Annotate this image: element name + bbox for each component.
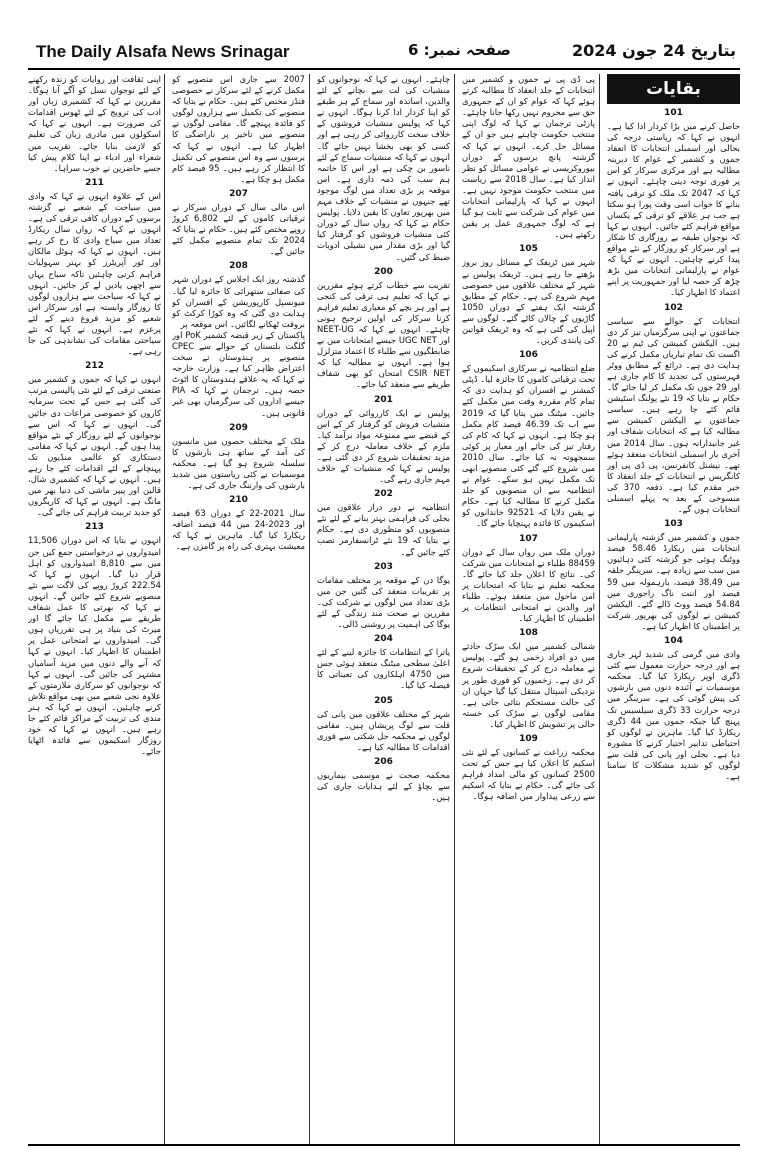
story-number: 210 <box>229 495 248 506</box>
article-text: چاہئے۔ انہوں نے کہا کہ نوجوانوں کو منشیات کی لت سے بچانے کے لئے والدین، اساتذہ اور سماج کے ہر طبقے کو اپنا کردار ادا کرنا ہوگا۔ انہوں نے کہا کہ پولیس منشیات فروشوں کے خلاف سخت کارروائی کر رہی ہے اور کسی کو بھی بخشا نہیں جائے گا۔ انہوں نے کہا کہ منشیات سماج کے لئے ناسور بن چکی ہے اور اس کا خاتمہ ہم سب کی ذمہ داری ہے۔ اس موقعہ پر بڑی تعداد میں لوگ موجود تھے جنہوں نے منشیات کے خلاف مہم میں بھرپور تعاون کا یقین دلایا۔ پولیس حکام نے کہا کہ رواں سال کے دوران کئی منشیات فروشوں کو گرفتار کیا گیا اور بڑی مقدار میں نشیلی ادویات ضبط کی گئیں۔ <box>317 74 450 262</box>
column-divider <box>309 74 310 1144</box>
story-number: 204 <box>374 634 393 645</box>
article-text: حاصل کرنے میں بڑا کردار ادا کیا ہے۔ انہوں نے کہا کہ ریاستی درجہ کی بحالی اور اسمبلی انتخابات کا انعقاد جموں و کشمیر کے عوام کا دیرینہ مطالبہ ہے اور مرکزی سرکار کو اس پر فوری توجہ دینی چاہئے۔ انہوں نے کہا کہ 2047 تک ملک کو ترقی یافتہ بنانے کا خواب اسی وقت پورا ہو سکتا ہے جب ہر علاقے کو ترقی کے یکساں مواقع فراہم کئے جائیں۔ انہوں نے کہا کہ نوجوان طبقہ بے روزگاری کا شکار ہے اور سرکار کو روزگار کے نئے مواقع پیدا کرنے چاہئیں۔ انہوں نے کہا کہ عوام نے پارلیمانی انتخابات میں بڑھ چڑھ کر حصہ لیا اور جمہوریت پر اپنے اعتماد کا اظہار کیا۔ <box>607 121 740 298</box>
story-number: 205 <box>374 695 393 706</box>
article-text: انہوں نے کہا کہ جموں و کشمیر میں صنعتی ترقی کے لئے نئی پالیسی مرتب کی گئی ہے جس کے تحت سرمایہ کاروں کو خصوصی مراعات دی جائیں گی۔ انہوں نے کہا کہ اس سے نوجوانوں کے لئے روزگار کے نئے مواقع پیدا ہوں گے۔ انہوں نے کہا کہ مقامی دستکاری کو عالمی منڈیوں تک پہنچانے کے لئے اقدامات کئے جا رہے ہیں۔ انہوں نے کہا کہ کشمیری شال، قالین اور پیپر ماشی کی دنیا بھر میں مانگ ہے۔ انہوں نے کہا کہ کاریگروں کو جدید تربیت فراہم کی جائے گی۔ <box>28 374 161 518</box>
article-text: ملک کے مختلف حصوں میں مانسون کی آمد کے ساتھ ہی بارشوں کا سلسلہ شروع ہو گیا ہے۔ محکمہ موسمیات نے کئی ریاستوں میں شدید بارشوں کی وارننگ جاری کی ہے۔ <box>172 435 305 490</box>
column-divider <box>599 74 600 1144</box>
story-number: 107 <box>519 533 538 544</box>
story-number: 201 <box>374 394 393 405</box>
story-number: 208 <box>229 261 248 272</box>
article-text: شہر کے مختلف علاقوں میں پانی کی قلت سے لوگ پریشان ہیں۔ مقامی لوگوں نے محکمہ جل شکتی سے فوری اقدامات کا مطالبہ کیا ہے۔ <box>317 708 450 752</box>
story-number: 202 <box>374 489 393 500</box>
story-number: 104 <box>664 636 683 647</box>
story-number: 103 <box>664 519 683 530</box>
column-5 <box>28 74 161 1144</box>
story-number: 106 <box>519 350 538 361</box>
section-title: بقایات <box>607 74 740 104</box>
column-4 <box>172 74 305 1144</box>
article-text: پولیس نے ایک کارروائی کے دوران منشیات فروش کو گرفتار کر کے اس کے قبضے سے ممنوعہ مواد برآمد کیا۔ ملزم کے خلاف معاملہ درج کر کے مزید تحقیقات شروع کر دی گئی ہے۔ پولیس نے کہا کہ منشیات کے خلاف مہم جاری رہے گی۔ <box>317 407 450 485</box>
story-number: 101 <box>664 108 683 118</box>
story-number: 102 <box>664 302 683 313</box>
article-text: یاترا کے انتظامات کا جائزہ لینے کے لئے اعلیٰ سطحی میٹنگ منعقد ہوئی جس میں 4750 اہلکاروں کی تعیناتی کا فیصلہ کیا گیا۔ <box>317 647 450 691</box>
page-number: صفحہ نمبر: 6 <box>408 41 511 59</box>
footer-rule <box>28 1144 740 1146</box>
column-area <box>28 74 740 1144</box>
article-text: شمالی کشمیر میں ایک سڑک حادثے میں دو افراد زخمی ہو گئے۔ پولیس نے معاملہ درج کر کے تحقیقات شروع کر دی ہے۔ زخمیوں کو فوری طور پر نزدیکی اسپتال منتقل کیا گیا جہاں ان کی حالت مستحکم بتائی جاتی ہے۔ مقامی لوگوں نے سڑک کی خستہ حالی پر تشویش کا اظہار کیا۔ <box>462 641 595 729</box>
article-text: انہوں نے بتایا کہ اس دوران 11,506 امیدواروں نے درخواستیں جمع کیں جن میں سے 8,810 امیدواروں کو اہل قرار دیا گیا۔ انہوں نے کہا کہ 222.54 کروڑ روپے کی لاگت سے نئے منصوبے شروع کئے جائیں گے۔ انہوں نے کہا کہ بھرتی کا عمل شفاف طریقے سے مکمل کیا جائے گا اور میرٹ کی بنیاد پر ہی تقرریاں ہوں گی۔ امیدواروں نے امتحانی عمل پر اطمینان کا اظہار کیا۔ انہوں نے کہا کہ آنے والے دنوں میں مزید آسامیاں مشتہر کی جائیں گی۔ انہوں نے کہا کہ نوجوانوں کو سرکاری ملازمتوں کے علاوہ نجی شعبے میں بھی مواقع تلاش کرنے چاہئیں۔ انہوں نے کہا کہ ہنر مندی کی تربیت کے مراکز قائم کئے جا رہے ہیں۔ انہوں نے کہا کہ خود روزگار اسکیموں سے فائدہ اٹھایا جائے۔ <box>28 535 161 757</box>
story-number: 200 <box>374 266 393 277</box>
story-number: 209 <box>229 422 248 433</box>
article-text: پاکستان کے زیر قبضہ کشمیر PoK اور گلگت بلتستان کے حوالے سے CPEC منصوبے پر ہندوستان نے سخت اعتراض ظاہر کیا ہے۔ وزارت خارجہ نے کہا کہ یہ علاقے ہندوستان کا اٹوٹ حصہ ہیں۔ ترجمان نے کہا کہ PIA جیسے اداروں کی سرگرمیاں بھی غیر قانونی ہیں۔ <box>172 329 305 418</box>
issue-date: بتاریخ 24 جون 2024 <box>571 41 736 60</box>
article-text: پی ڈی پی نے جموں و کشمیر میں انتخابات کے جلد انعقاد کا مطالبہ کرتے ہوئے کہا کہ عوام کو ان کے جمہوری حق سے محروم نہیں رکھا جانا چاہئے۔ پارٹی ترجمان نے کہا کہ لوگ اپنی منتخب حکومت چاہتے ہیں جو ان کے مسائل حل کرے۔ انہوں نے کہا کہ گزشتہ پانچ برسوں کے دوران بیوروکریسی نے عوامی مسائل کو نظر انداز کیا ہے۔ سال 2018 سے ریاست میں منتخب حکومت موجود نہیں ہے۔ انہوں نے کہا کہ پارلیمانی انتخابات میں عوام کی شرکت سے ثابت ہو گیا ہے کہ لوگ جمہوری عمل پر یقین رکھتے ہیں۔ <box>462 74 595 240</box>
article-text: جموں و کشمیر میں گزشتہ پارلیمانی انتخابات میں ریکارڈ 58.46 فیصد ووٹنگ ہوئی جو گزشتہ کئی دہائیوں میں سب سے زیادہ ہے۔ سرینگر حلقہ میں 38.49 فیصد، بارہمولہ میں 59 فیصد اور اننت ناگ راجوری میں 54.84 فیصد ووٹ ڈالے گئے۔ الیکشن کمیشن نے لوگوں کی بھرپور شرکت پر اطمینان کا اظہار کیا ہے۔ <box>607 532 740 631</box>
article-text: اپنی ثقافت اور روایات کو زندہ رکھنے کے لئے نوجوان نسل کو آگے آنا ہوگا۔ مقررین نے کہا کہ کشمیری زبان اور ادب کی ترویج کے لئے ٹھوس اقدامات کی ضرورت ہے۔ انہوں نے کہا کہ اسکولوں میں مادری زبان کی تعلیم کو لازمی بنایا جائے۔ تقریب میں شعراء اور ادباء نے اپنا کلام پیش کیا جسے حاضرین نے خوب سراہا۔ <box>28 74 161 173</box>
article-text: 2007 سے جاری اس منصوبے کو مکمل کرنے کے لئے سرکار نے خصوصی فنڈز مختص کئے ہیں۔ حکام نے بتایا کہ منصوبے کی تکمیل سے ہزاروں لوگوں کو فائدہ پہنچے گا۔ مقامی لوگوں نے منصوبے میں تاخیر پر ناراضگی کا اظہار کیا ہے۔ انہوں نے کہا کہ برسوں سے وہ اس منصوبے کی تکمیل کا انتظار کر رہے ہیں۔ 95 فیصد کام مکمل ہو چکا ہے۔ <box>172 74 305 184</box>
story-number: 212 <box>85 361 104 372</box>
column-3 <box>317 74 450 1144</box>
article-text: گذشتہ روز ایک اجلاس کے دوران شہر کی صفائی ستھرائی کا جائزہ لیا گیا۔ میونسپل کارپوریشن کے افسران کو ہدایت دی گئی کہ وہ کوڑا کرکٹ کو بروقت ٹھکانے لگائیں۔ اس موقعہ پر <box>172 274 305 329</box>
newspaper-page <box>28 38 740 1148</box>
story-number: 213 <box>85 522 104 533</box>
story-number: 105 <box>519 244 538 255</box>
article-text: انتخابات کے حوالے سے سیاسی جماعتوں نے اپنی سرگرمیاں تیز کر دی ہیں۔ الیکشن کمیشن کی ٹیم نے 20 اگست تک تمام تیاریاں مکمل کرنے کی ہدایت دی ہے۔ ذرائع کے مطابق ووٹر فہرستوں کی تجدید کا کام جاری ہے اور 29 جون تک مکمل کر لیا جائے گا۔ حکام نے بتایا کہ 19 نئے پولنگ اسٹیشن قائم کئے جا رہے ہیں۔ سیاسی جماعتوں نے الیکشن کمیشن سے مطالبہ کیا ہے کہ انتخابات شفاف اور غیر جانبدارانہ ہوں۔ سال 2014 میں آخری بار اسمبلی انتخابات منعقد ہوئے تھے۔ نیشنل کانفرنس، پی ڈی پی اور کانگریس نے انتخابات کے جلد انعقاد کا خیر مقدم کیا ہے۔ دفعہ 370 کی منسوخی کے بعد یہ پہلے اسمبلی انتخابات ہوں گے۔ <box>607 315 740 515</box>
paper-name: The Daily Alsafa News Srinagar <box>36 42 290 61</box>
article-text: شہر میں ٹریفک کے مسائل روز بروز بڑھتے جا رہے ہیں۔ ٹریفک پولیس نے شہر کے مختلف علاقوں میں خصوصی مہم شروع کی ہے۔ حکام کے مطابق گزشتہ ایک ہفتے کے دوران 1050 گاڑیوں کے چالان کاٹے گئے۔ لوگوں سے اپیل کی گئی ہے کہ وہ ٹریفک قوانین کی پابندی کریں۔ <box>462 257 595 346</box>
article-text: انتظامیہ نے دور دراز علاقوں میں بجلی کی فراہمی بہتر بنانے کے لئے نئے منصوبوں کو منظوری دی ہے۔ حکام نے بتایا کہ 19 نئے ٹرانسفارمر نصب کئے جائیں گے۔ <box>317 502 450 557</box>
article-text: وادی میں گرمی کی شدید لہر جاری ہے اور درجہ حرارت معمول سے کئی ڈگری اوپر ریکارڈ کیا گیا۔ محکمہ موسمیات نے آئندہ دنوں میں بارشوں کی پیش گوئی کی ہے۔ سرینگر میں درجہ حرارت 33 ڈگری سیلسیس تک پہنچ گیا جبکہ جموں میں 44 ڈگری ریکارڈ کیا گیا۔ ماہرین نے لوگوں کو احتیاطی تدابیر اختیار کرنے کا مشورہ دیا ہے۔ بجلی اور پانی کی قلت سے لوگوں کو شدید مشکلات کا سامنا ہے۔ <box>607 649 740 782</box>
article-text: یوگا دن کے موقعہ پر مختلف مقامات پر تقریبات منعقد کی گئیں جن میں بڑی تعداد میں لوگوں نے شرکت کی۔ مقررین نے صحت مند زندگی کے لئے یوگا کی اہمیت پر روشنی ڈالی۔ <box>317 574 450 630</box>
masthead <box>28 38 740 70</box>
column-divider <box>454 74 455 1144</box>
column-1 <box>607 74 740 1144</box>
article-text: دوران ملک میں رواں سال کے دوران 88459 طلباء نے امتحانات میں شرکت کی۔ نتائج کا اعلان جلد کیا جائے گا۔ محکمہ تعلیم نے بتایا کہ امتحانات پر امن ماحول میں منعقد ہوئے۔ طلباء اور والدین نے امتحانی انتظامات پر اطمینان کا اظہار کیا۔ <box>462 546 595 624</box>
article-text: اس مالی سال کے دوران سرکار نے ترقیاتی کاموں کے لئے 6,802 کروڑ روپے مختص کئے ہیں۔ حکام نے بتایا کہ 2024 تک تمام منصوبے مکمل کئے جائیں گے۔ <box>172 201 305 257</box>
column-divider <box>164 74 165 1144</box>
article-text: اس کے علاوہ انہوں نے کہا کہ وادی میں سیاحت کے شعبے نے گزشتہ برسوں کے دوران کافی ترقی کی ہے۔ انہوں نے کہا کہ رواں سال ریکارڈ تعداد میں سیاح وادی کا رخ کر رہے ہیں۔ انہوں نے کہا کہ ہوٹل مالکان اور ٹور آپریٹرز کو بہتر سہولیات فراہم کرنی چاہئیں تاکہ سیاح یہاں سے اچھی یادیں لے کر جائیں۔ انہوں نے کہا کہ سیاحت سے ہزاروں لوگوں کا روزگار وابستہ ہے اور سرکار اس شعبے کو مزید فروغ دینے کے لئے پرعزم ہے۔ انہوں نے کہا کہ نئے سیاحتی مقامات کی نشاندہی کی جا رہی ہے۔ <box>28 190 161 357</box>
article-text: سال 2021-22 کے دوران 63 فیصد اور 2023-24 میں 44 فیصد اضافہ ریکارڈ کیا گیا۔ ماہرین نے کہا کہ معیشت بہتری کی راہ پر گامزن ہے۔ <box>172 508 305 552</box>
article-text: محکمہ صحت نے موسمی بیماریوں سے بچاؤ کے لئے ہدایات جاری کی ہیں۔ <box>317 769 450 803</box>
column-2 <box>462 74 595 1144</box>
story-number: 207 <box>229 188 248 199</box>
story-number: 206 <box>374 756 393 767</box>
story-number: 203 <box>374 561 393 572</box>
article-text: محکمہ زراعت نے کسانوں کے لئے نئی اسکیم کا اعلان کیا ہے جس کے تحت 2500 کسانوں کو مالی امداد فراہم کی جائے گی۔ حکام نے بتایا کہ اسکیم سے زرعی پیداوار میں اضافہ ہوگا۔ <box>462 746 595 802</box>
story-number: 211 <box>85 177 104 188</box>
article-text: ضلع انتظامیہ نے سرکاری اسکیموں کے تحت ترقیاتی کاموں کا جائزہ لیا۔ ڈپٹی کمشنر نے افسران کو ہدایت دی کہ تمام کام مقررہ وقت میں مکمل کئے جائیں۔ میٹنگ میں بتایا گیا کہ 2019 سے اب تک 46.39 فیصد کام مکمل ہو چکا ہے۔ انہوں نے کہا کہ کام کی رفتار تیز کی جائے اور معیار پر کوئی سمجھوتہ نہ کیا جائے۔ سال 2010 میں شروع کئے گئے کئی منصوبے ابھی تک مکمل نہیں ہو سکے۔ عوام نے انتظامیہ سے ان منصوبوں کو جلد مکمل کرنے کا مطالبہ کیا ہے۔ حکام نے یقین دلایا کہ 92521 خاندانوں کو اسکیموں کا فائدہ پہنچایا جائے گا۔ <box>462 363 595 529</box>
story-number: 108 <box>519 628 538 639</box>
article-text: تقریب سے خطاب کرتے ہوئے مقررین نے کہا کہ تعلیم ہی ترقی کی کنجی ہے اور ہر بچے کو معیاری تعلیم فراہم کرنا سرکار کی اولین ترجیح ہونی چاہئے۔ انہوں نے کہا کہ NEET-UG اور UGC NET جیسے امتحانات میں بے ضابطگیوں سے طلباء کا اعتماد متزلزل ہوا ہے۔ انہوں نے مطالبہ کیا کہ CSIR NET امتحان کو بھی شفاف طریقے سے منعقد کیا جائے۔ <box>317 279 450 390</box>
story-number: 109 <box>519 733 538 744</box>
